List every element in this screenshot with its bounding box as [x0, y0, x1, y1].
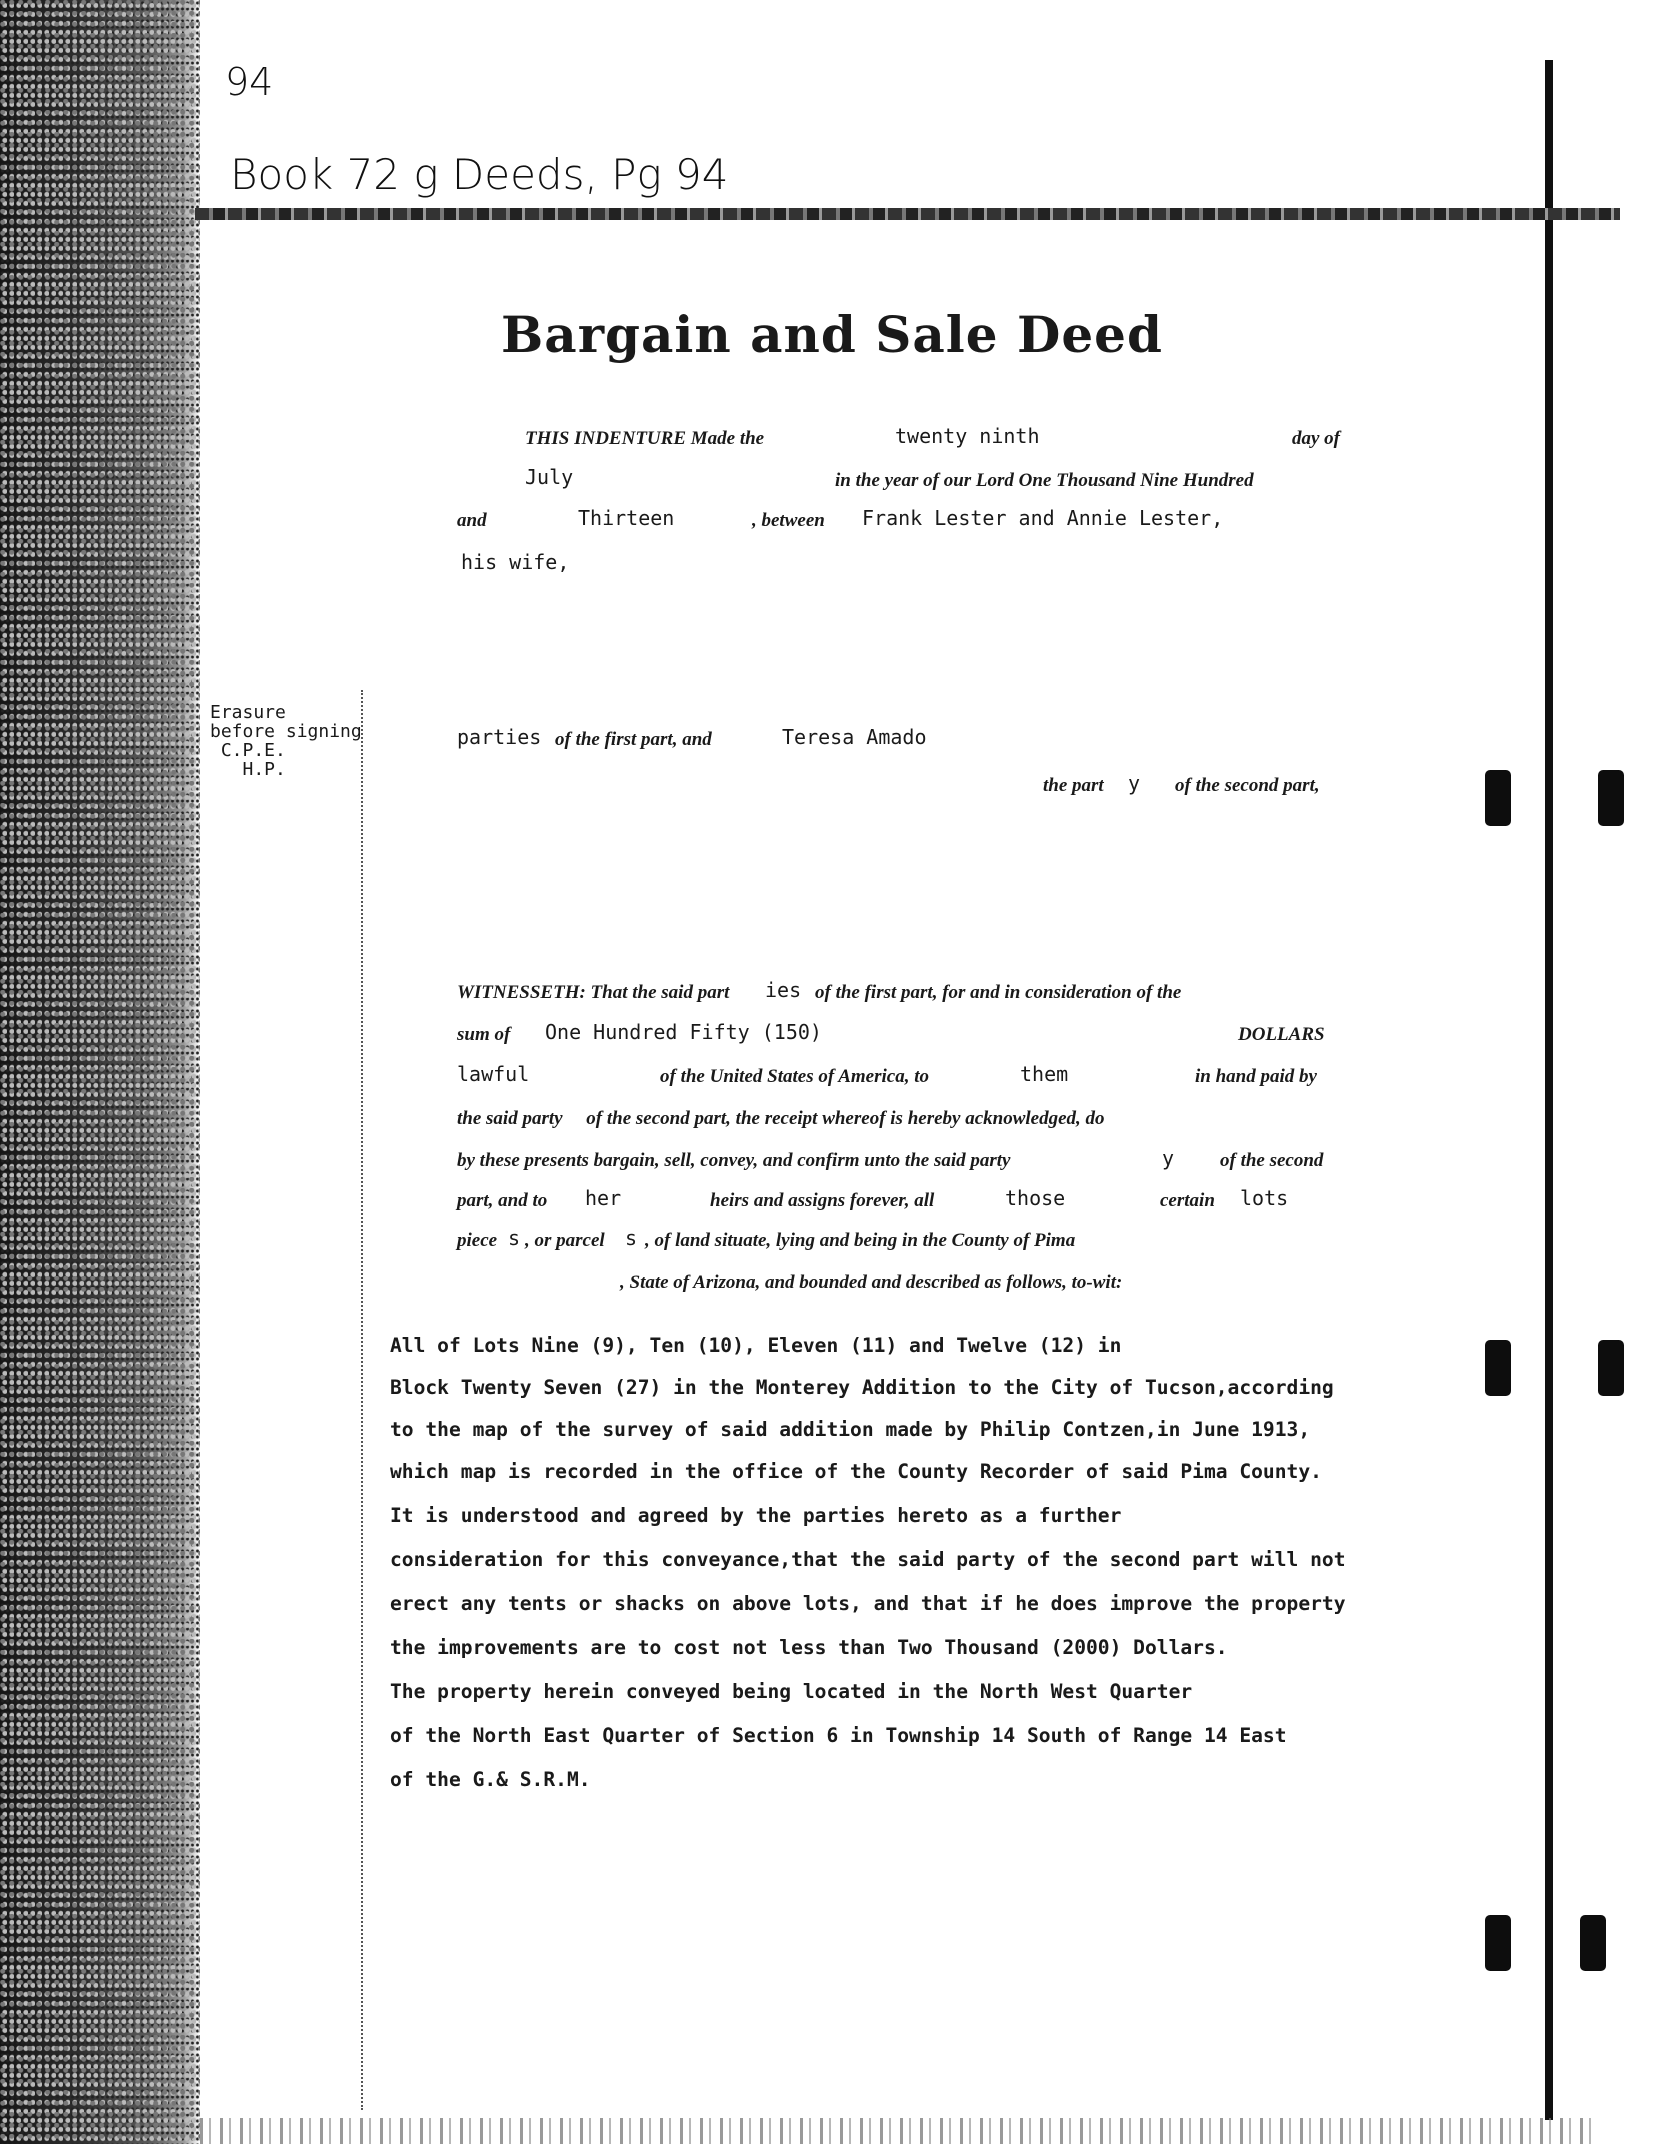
- filled-pronoun: her: [585, 1186, 622, 1210]
- filled-day: twenty ninth: [895, 424, 1040, 448]
- filled-month: July: [525, 465, 574, 489]
- and-label: and: [457, 510, 487, 531]
- filled-s: s: [508, 1226, 521, 1250]
- binder-ring: [1485, 770, 1511, 826]
- binder-ring: [1580, 1915, 1606, 1971]
- body-line: Block Twenty Seven (27) in the Monterey Addition to the City of Tucson,according: [390, 1376, 1334, 1399]
- first-part-label: of the first part, and: [555, 729, 712, 750]
- handwritten-book-reference: Book 72 g Deeds, Pg 94: [230, 150, 729, 199]
- filled-parties: parties: [457, 725, 542, 749]
- between-label: , between: [752, 510, 825, 531]
- filled-s-2: s: [625, 1226, 638, 1250]
- body-line: consideration for this conveyance,that the said party of the second part will not: [390, 1548, 1346, 1571]
- page-frame-edge: [1545, 60, 1553, 2120]
- filled-party-suffix-2: y: [1162, 1146, 1175, 1170]
- binder-ring: [1485, 1340, 1511, 1396]
- body-line: erect any tents or shacks on above lots, and that if he does improve the property: [390, 1592, 1346, 1615]
- binder-ring: [1598, 1340, 1624, 1396]
- presents-label: by these presents bargain, sell, convey, and confirm unto the said party: [457, 1150, 1011, 1171]
- scan-bottom-edge: [200, 2118, 1600, 2144]
- witnesseth-label: WITNESSETH: That the said part: [457, 982, 730, 1003]
- body-line: of the G.& S.R.M.: [390, 1768, 591, 1791]
- filled-lawful: lawful: [457, 1062, 530, 1086]
- filled-year: Thirteen: [578, 506, 675, 530]
- indenture-label: THIS INDENTURE Made the: [525, 428, 765, 449]
- body-line: It is understood and agreed by the parties hereto as a further: [390, 1504, 1122, 1527]
- filled-lots: lots: [1240, 1186, 1289, 1210]
- filled-grantee: Teresa Amado: [782, 725, 927, 749]
- page-number: 94: [225, 60, 274, 104]
- binder-ring: [1485, 1915, 1511, 1971]
- filled-sum: One Hundred Fifty (150): [545, 1020, 822, 1044]
- state-label: , State of Arizona, and bounded and described as follows, to-wit:: [620, 1272, 1123, 1293]
- body-line: of the North East Quarter of Section 6 in Township 14 South of Range 14 East: [390, 1724, 1287, 1747]
- filled-grantors: Frank Lester and Annie Lester,: [862, 506, 1224, 530]
- margin-note-erasure: Erasure before signing C.P.E. H.P.: [210, 702, 362, 780]
- heirs-label: heirs and assigns forever, all: [710, 1190, 935, 1211]
- filled-to-whom: them: [1020, 1062, 1069, 1086]
- day-of-label: day of: [1292, 428, 1341, 449]
- parcel-label: , or parcel: [525, 1230, 605, 1251]
- land-label: , of land situate, lying and being in the County of Pima: [645, 1230, 1076, 1251]
- pieces-label: piece: [457, 1230, 498, 1251]
- binder-ring: [1598, 770, 1624, 826]
- consideration-label: of the first part, for and in consideration of the: [815, 982, 1182, 1003]
- body-line: the improvements are to cost not less than Two Thousand (2000) Dollars.: [390, 1636, 1228, 1659]
- dollars-label: DOLLARS: [1238, 1024, 1325, 1045]
- united-states-label: of the United States of America, to: [660, 1066, 929, 1087]
- filled-grantors-cont: his wife,: [461, 550, 570, 574]
- second-label: of the second: [1220, 1150, 1324, 1171]
- body-line: The property herein conveyed being located in the North West Quarter: [390, 1680, 1193, 1703]
- document-title: Bargain and Sale Deed: [501, 305, 1163, 364]
- body-line: All of Lots Nine (9), Ten (10), Eleven (11) and Twelve (12) in: [390, 1334, 1122, 1357]
- top-rule: [195, 208, 1620, 220]
- filled-those: those: [1005, 1186, 1066, 1210]
- year-label: in the year of our Lord One Thousand Nine Hundred: [835, 470, 1254, 491]
- second-part-label: of the second part,: [1175, 775, 1320, 796]
- body-line: to the map of the survey of said addition made by Philip Contzen,in June 1913,: [390, 1418, 1311, 1441]
- part-and-to-label: part, and to: [457, 1190, 548, 1211]
- receipt-label: the said party of the second part, the receipt whereof is hereby acknowledged, do: [457, 1108, 1105, 1129]
- certain-label: certain: [1160, 1190, 1215, 1211]
- filled-ies: ies: [765, 978, 802, 1002]
- hand-paid-label: in hand paid by: [1195, 1066, 1317, 1087]
- filled-party-suffix: y: [1128, 771, 1141, 795]
- party-label: the part: [1043, 775, 1104, 796]
- sum-of-label: sum of: [457, 1024, 511, 1045]
- margin-rule: [361, 690, 363, 2110]
- body-line: which map is recorded in the office of the County Recorder of said Pima County.: [390, 1460, 1322, 1483]
